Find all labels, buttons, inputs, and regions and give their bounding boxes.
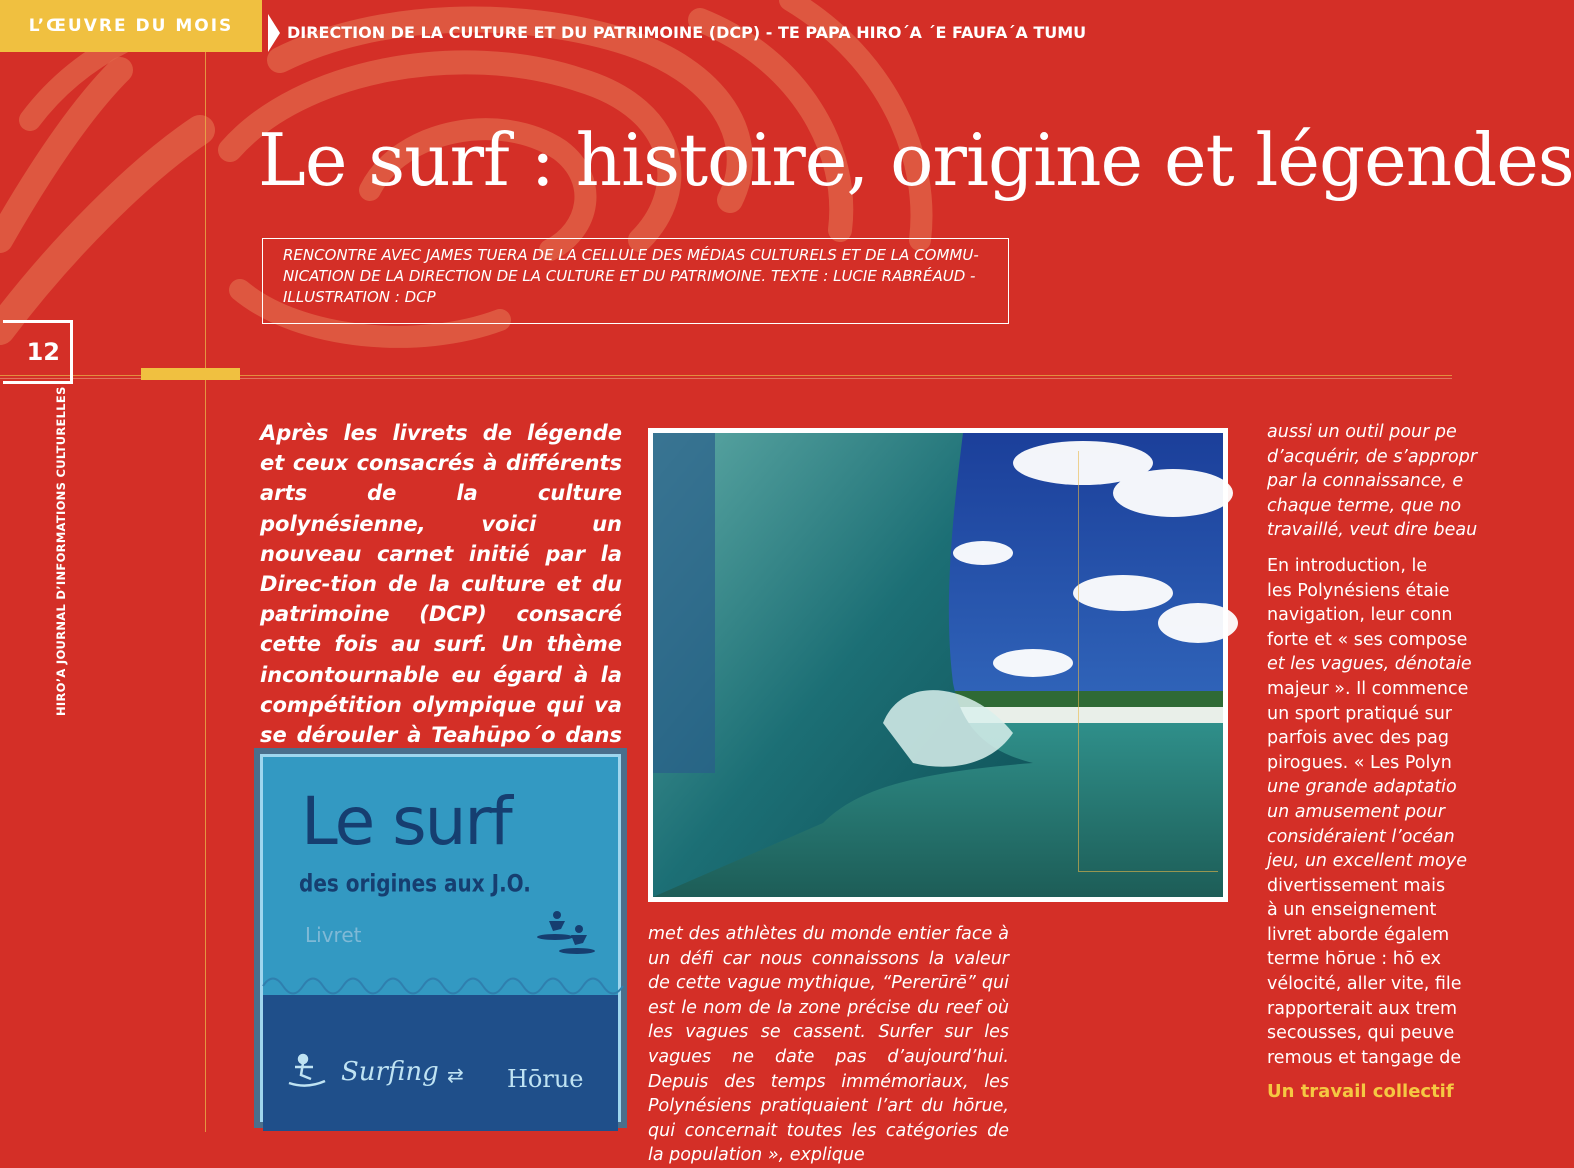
column-3-line: divertissement mais (1267, 875, 1446, 896)
column-3-line: secousses, qui peuve (1267, 1023, 1455, 1044)
column-3-line: En introduction, le (1267, 555, 1428, 576)
cover-pattern-strip (263, 971, 624, 1001)
column-3-line: vélocité, aller vite, file (1267, 974, 1462, 995)
paragraph-gap (1267, 543, 1452, 554)
column-3-line: forte et « ses compose (1267, 629, 1468, 650)
column-3-line: d’acquérir, de s’appropr (1267, 446, 1478, 467)
cover-subtitle: des origines aux J.O. (299, 868, 531, 898)
article-lead: Après les livrets de légende et ceux consacrés à différents arts de la culture polynésienne, voici un nouveau carnet initié par la Direc-tion de la culture et du patrimoine (DCP) consacré cette fois au surf. Un thème incontournable eu égard à la compétition olympique qui va se dérouler à Teahūpo´o dans (260, 421, 622, 748)
surfers-icon (529, 907, 599, 957)
body-column-3 (1267, 420, 1478, 1105)
column-3-line: pirogues. « Les Polyn (1267, 752, 1452, 773)
column-3-line: livret aborde égalem (1267, 924, 1450, 945)
header-breadcrumb: DIRECTION DE LA CULTURE ET DU PATRIMOINE (DCP) - TE PAPA HIRO´A ´E FAUFA´A TUMU (287, 23, 1087, 42)
column-3-line: parfois avec des pag (1267, 728, 1449, 749)
cover-word-horue: Hōrue (507, 1065, 584, 1093)
body-column-2: met des athlètes du monde entier face à un défi car nous connaissons la valeur de cette vague mythique, “Pererūrē” qui est le nom de la zone précise du reef où les vagues se cassent. Surfer sur les vagues ne date pas d’aujourd’hui. Depuis des temps immémoriaux, les Polynésiens pratiquaient l’art du hōrue, qui concernait toutes les catégories de la population », explique (648, 924, 1009, 1166)
column-3-line: terme hōrue : hō ex (1267, 949, 1441, 970)
cover-label: Livret (305, 923, 362, 947)
column-3-line: aussi un outil pour pe (1267, 422, 1457, 442)
booklet-cover-frame (260, 754, 621, 1122)
exchange-arrows-icon: ⇄ (447, 1063, 464, 1087)
cover-word-surfing: Surfing (341, 1057, 439, 1087)
column-3-line: navigation, leur conn (1267, 605, 1453, 626)
booklet-cover-image (254, 748, 627, 1128)
cover-title: Le surf (301, 783, 511, 860)
column-3-line: et les vagues, dénotaie (1267, 654, 1472, 675)
section-tag: L’ŒUVRE DU MOIS (0, 0, 262, 52)
section-subheading: Un travail collectif (1267, 1081, 1454, 1103)
column-3-line: un sport pratiqué sur (1267, 703, 1452, 724)
column-3-line: une grande adaptatio (1267, 777, 1457, 798)
surfer-icon (285, 1053, 329, 1089)
section-arrow-icon (268, 14, 280, 52)
column-3-line: rapporterait aux trem (1267, 998, 1458, 1019)
column-3-line: un amusement pour (1267, 801, 1445, 822)
column-3-line: remous et tangage de (1267, 1047, 1462, 1068)
column-3-line: par la connaissance, e (1267, 471, 1464, 492)
column-3-line: les Polynésiens étaie (1267, 580, 1450, 601)
wave-photo (648, 428, 1228, 902)
column-3-line: considéraient l’océan (1267, 826, 1455, 847)
column-3-line: à un enseignement (1267, 900, 1437, 921)
journal-name: HIRO’A JOURNAL D’INFORMATIONS CULTURELLES (54, 386, 68, 716)
column-3-line: travaillé, veut dire beau (1267, 520, 1478, 541)
column-3-line: majeur ». Il commence (1267, 678, 1469, 699)
accent-bar (141, 368, 240, 380)
column-3-line: jeu, un excellent moye (1267, 851, 1467, 872)
column-3-line: chaque terme, que no (1267, 495, 1462, 516)
article-credits: RENCONTRE AVEC JAMES TUERA DE LA CELLULE DES MÉDIAS CULTURELS ET DE LA COMMU-NICATION DE LA DIRECTION DE LA CULTURE ET DU PATRIMOINE. TEXTE : LUCIE RABRÉAUD - ILLUSTRATION : DCP (262, 238, 1009, 324)
page-number: 12 (3, 320, 73, 384)
vertical-guide-line (205, 50, 206, 1132)
article-title: Le surf : histoire, origine et légendes (258, 118, 1574, 202)
wave-photo-illustration (653, 433, 1223, 897)
